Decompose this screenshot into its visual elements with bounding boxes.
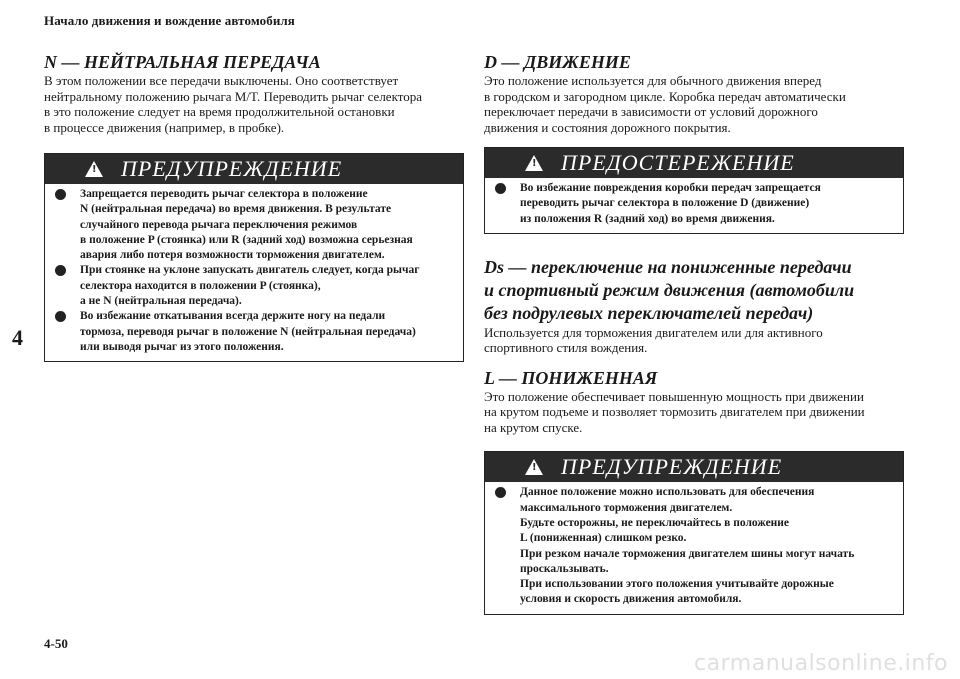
caution-box-d (484, 147, 904, 234)
section-title-ds: Ds — переключение на пониженные передачи и спортивный режим движения (автомобили без подрулевых переключателей передач) (484, 256, 855, 323)
section-text-d: Это положение используется для обычного движения вперед в городском и загородном цикле. Коробка передач автоматически переключает передачи в зависимости от условий дорожного движения и состояния дорожного покрытия. (484, 73, 846, 135)
bullet-dot-icon (55, 189, 66, 200)
section-title-d: D — ДВИЖЕНИЕ (484, 52, 631, 72)
section-text-l: Это положение обеспечивает повышенную мощность при движении на крутом подъеме и позволяет тормозить двигателем при движении на крутом спуске. (484, 388, 865, 435)
section-title-n: N — НЕЙТРАЛЬНАЯ ПЕРЕДАЧА (44, 52, 321, 72)
caution-title: ПРЕДОСТЕРЕЖЕНИЕ (561, 150, 795, 175)
warning-title: ПРЕДУПРЕЖДЕНИЕ (561, 454, 783, 480)
bullet-dot-icon (55, 311, 66, 322)
warning-header (45, 154, 463, 184)
warning-title: ПРЕДУПРЕЖДЕНИЕ (121, 156, 343, 181)
section-text-n: В этом положении все передачи выключены. Оно соответствует нейтральному положению рычага M/T. Переводить рычаг селектора в это положение следует на время продолжительной остановки в процессе движения (например, в пробке). (44, 73, 422, 135)
warning-box-n (44, 153, 464, 362)
bullet-dot-icon (495, 487, 506, 498)
warning-box-l (484, 451, 904, 614)
warning-item: Запрещается переводить рычаг селектора в положение N (нейтральная передача) во время движения. В результате случайного перевода рычага переключения режимов в положение P (стоянка) или R (задний ход) возможна серьезная авария либо потеря возможности торможения двигателем. (55, 187, 453, 263)
warning-header (485, 452, 903, 482)
bullet-dot-icon (495, 183, 506, 194)
caution-body (485, 178, 903, 233)
section-text-ds: Используется для торможения двигателем или для активного спортивного стиля вождения. (484, 324, 823, 356)
warning-triangle-icon: ! (525, 155, 543, 171)
warning-item: При стоянке на уклоне запускать двигатель следует, когда рычаг селектора находится в положении P (стоянка), а не N (нейтральная передача). (55, 263, 453, 309)
warning-triangle-icon: ! (525, 459, 543, 475)
warning-body (45, 184, 463, 361)
chapter-tab: 4 (12, 325, 23, 350)
warning-triangle-icon: ! (85, 161, 103, 177)
caution-item: Во избежание повреждения коробки передач запрещается переводить рычаг селектора в положение D (движение) из положения R (задний ход) во время движения. (495, 181, 893, 227)
left-column (44, 52, 464, 362)
warning-item: Во избежание откатывания всегда держите ногу на педали тормоза, переводя рычаг в положение N (нейтральная передача) или выводя рычаг из этого положения. (55, 309, 453, 355)
page-number: 4-50 (44, 636, 68, 651)
caution-header (485, 148, 903, 178)
running-header: Начало движения и вождение автомобиля (44, 13, 295, 28)
bullet-dot-icon (55, 265, 66, 276)
right-column (484, 52, 904, 615)
warning-body (485, 482, 903, 613)
watermark: carmanualsonline.info (694, 651, 948, 676)
section-title-l: L — ПОНИЖЕННАЯ (484, 367, 658, 388)
warning-item: Данное положение можно использовать для обеспечения максимального торможения двигателем. Будьте осторожны, не переключайтесь в положение L (пониженная) слишком резко. При резком начале торможения двигателем шины могут начать проскальзывать. При использовании этого положения учитывайте дорожные условия и скорость движения автомобиля. (495, 485, 893, 607)
